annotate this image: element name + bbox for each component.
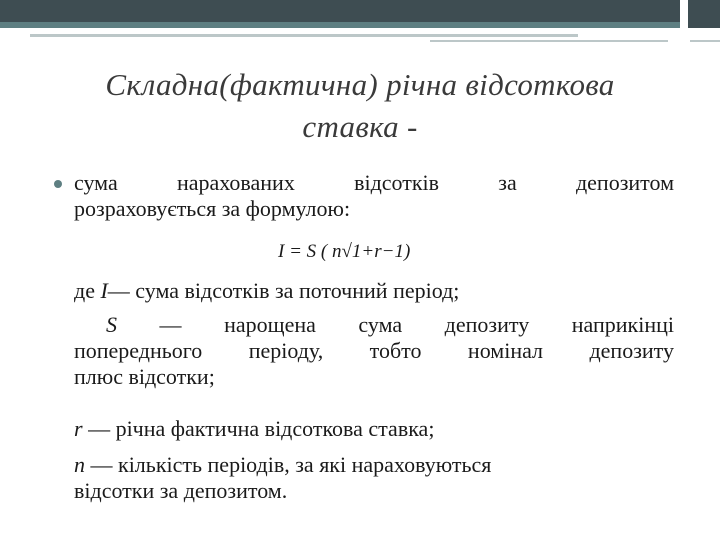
header-rule-left <box>30 34 578 37</box>
bullet-line-1: сума нарахованих відсотків за депозитом <box>74 170 674 195</box>
variable-s: S <box>106 312 117 337</box>
definition-r <box>74 416 674 442</box>
bullet-text <box>74 170 674 222</box>
header-rule-right <box>430 40 668 42</box>
header-accent-bar <box>0 22 680 28</box>
definition-s-text-1: — нарощена сума депозиту наприкінці <box>159 312 674 337</box>
definition-s <box>74 312 674 390</box>
header-bar <box>0 0 680 22</box>
formula: I = S ( n√1+r−1) <box>278 241 411 262</box>
header-rule-corner <box>690 40 720 42</box>
definition-r-text: — річна фактична відсоткова ставка; <box>82 416 435 441</box>
variable-r: r <box>74 416 83 441</box>
header-corner-block <box>688 0 720 28</box>
title-line-1: Складна(фактична) річна відсоткова <box>105 67 615 102</box>
bullet-dot-icon <box>54 180 62 188</box>
definition-s-line-1 <box>74 312 674 338</box>
variable-i: I <box>100 278 108 303</box>
slide-title <box>40 64 680 148</box>
variable-n: n <box>74 452 85 477</box>
bullet-line-2: розраховується за формулою: <box>74 196 351 221</box>
definition-s-line-3: плюс відсотки; <box>74 364 215 389</box>
definition-i-text: — сума відсотків за поточний період; <box>107 278 460 303</box>
definition-s-line-2: попереднього періоду, тобто номінал депозиту <box>74 338 674 363</box>
definition-n-text-2: відсотки за депозитом. <box>74 478 288 503</box>
title-line-2: ставка - <box>302 109 418 144</box>
definition-i <box>74 278 674 304</box>
definition-prefix: де <box>74 278 101 303</box>
definition-n <box>74 452 634 504</box>
definition-n-text-1: — кількість періодів, за які нараховуються <box>85 452 492 477</box>
